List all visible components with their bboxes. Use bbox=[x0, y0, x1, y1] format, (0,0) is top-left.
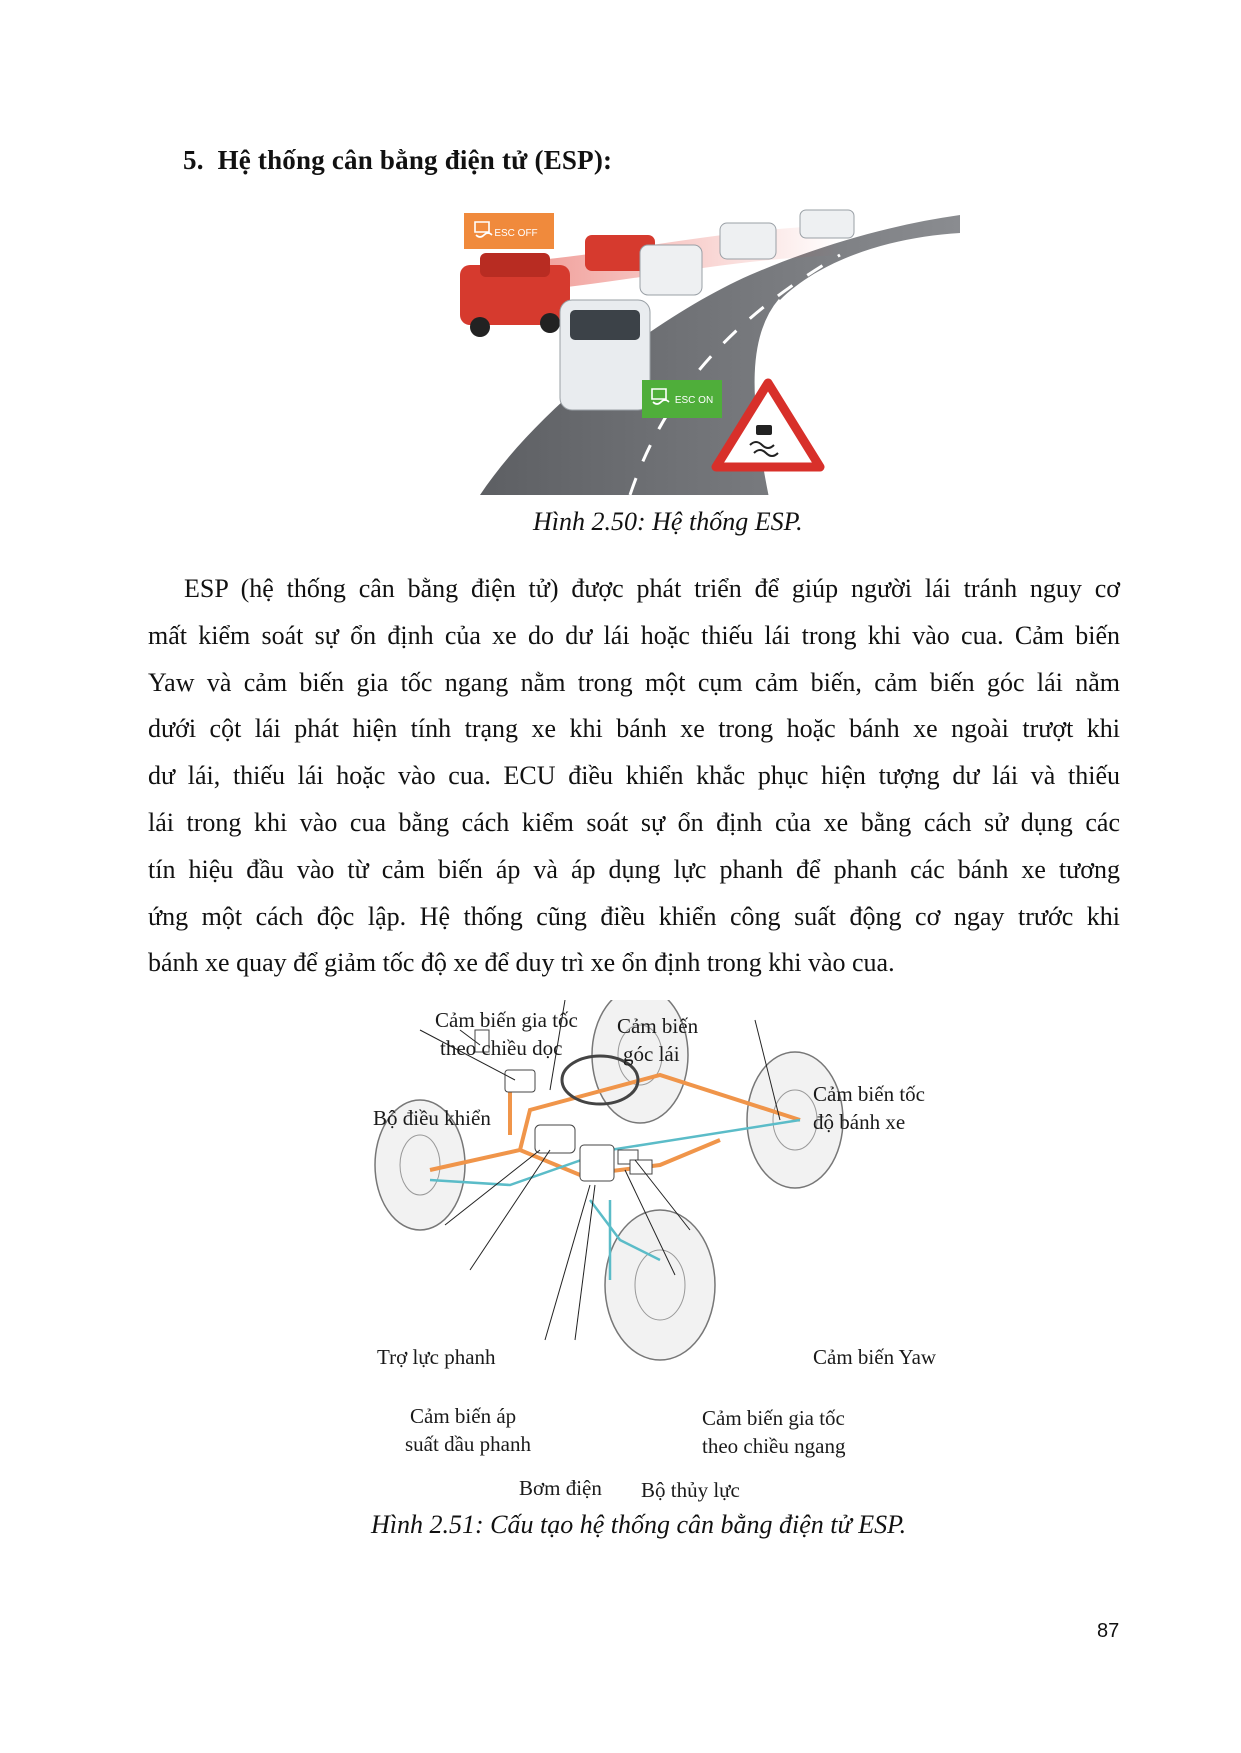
section-heading bbox=[183, 145, 612, 176]
hydraulic-unit-box bbox=[580, 1145, 614, 1181]
white-car-lead bbox=[560, 300, 650, 410]
wheel-front-left bbox=[605, 1210, 715, 1360]
paragraph-line: ESP (hệ thống cân bằng điện tử) được phát triển để giúp người lái tránh nguy cơ bbox=[184, 574, 1120, 603]
esc-off-badge bbox=[464, 213, 554, 249]
brake-booster-unit bbox=[535, 1125, 575, 1153]
label-longitudinal-accel-sensor: Cảm biến gia tốc theo chiều dọc bbox=[435, 1008, 578, 1060]
esc-on-badge bbox=[642, 380, 722, 418]
paragraph-line: dư lái, thiếu lái hoặc vào cua. ECU điều khiển khắc phục hiện tượng dư lái và thiếu bbox=[148, 761, 1120, 791]
figure-caption-2-51: Hình 2.51: Cấu tạo hệ thống cân bằng điện tử ESP. bbox=[371, 1510, 907, 1539]
paragraph-line: lái trong khi vào cua bằng cách kiểm soát sự ổn định của xe bằng cách sử dụng các bbox=[148, 807, 1120, 837]
label-hydraulic-unit: Bộ thủy lực bbox=[641, 1478, 740, 1502]
paragraph-line: dưới cột lái phát hiện tính trạng xe khi bánh xe trong hoặc bánh xe ngoài trượt khi bbox=[148, 714, 1120, 744]
white-car-4 bbox=[800, 210, 854, 238]
controller-box bbox=[505, 1070, 535, 1092]
red-car-skidding bbox=[460, 253, 570, 337]
label-controller: Bộ điều khiển bbox=[373, 1106, 491, 1130]
paragraph-line: Yaw và cảm biến gia tốc ngang nằm trong một cụm cảm biến, cảm biến góc lái nằm bbox=[148, 667, 1120, 697]
svg-text:ESC ON: ESC ON bbox=[674, 395, 714, 406]
label-brake-booster: Trợ lực phanh bbox=[377, 1345, 496, 1369]
page-number: 87 bbox=[1097, 1620, 1120, 1642]
label-brake-pressure-sensor: Cảm biến áp suất dầu phanh bbox=[405, 1404, 531, 1456]
paragraph-line: tín hiệu đầu vào từ cảm biến áp và áp dụng lực phanh để phanh các bánh xe tương bbox=[148, 854, 1120, 884]
paragraph-line: bánh xe quay để giảm tốc độ xe để duy trì xe ổn định trong khi vào cua. bbox=[148, 948, 895, 978]
section-title: Hệ thống cân bằng điện tử (ESP): bbox=[217, 145, 613, 175]
label-lateral-accel-sensor: Cảm biến gia tốc theo chiều ngang bbox=[702, 1406, 846, 1458]
label-wheel-speed-sensor: Cảm biến tốc độ bánh xe bbox=[813, 1082, 925, 1134]
figure-caption-2-50: Hình 2.50: Hệ thống ESP. bbox=[533, 507, 803, 536]
white-car-2 bbox=[640, 245, 702, 295]
white-car-3 bbox=[720, 223, 776, 259]
esp-illustration bbox=[420, 205, 960, 495]
label-electric-pump: Bơm điện bbox=[519, 1476, 602, 1500]
label-yaw-sensor: Cảm biến Yaw bbox=[813, 1345, 937, 1369]
paragraph-line: mất kiểm soát sự ổn định của xe do dư lái hoặc thiếu lái trong khi vào cua. Cảm biến bbox=[148, 620, 1120, 650]
svg-text:ESC OFF: ESC OFF bbox=[494, 228, 538, 239]
body-paragraph bbox=[148, 566, 1120, 987]
paragraph-line: ứng một cách độc lập. Hệ thống cũng điều khiển công suất động cơ ngay trước khi bbox=[148, 901, 1120, 931]
label-steering-angle-sensor: Cảm biến góc lái bbox=[617, 1014, 699, 1066]
section-number: 5. bbox=[183, 145, 204, 175]
